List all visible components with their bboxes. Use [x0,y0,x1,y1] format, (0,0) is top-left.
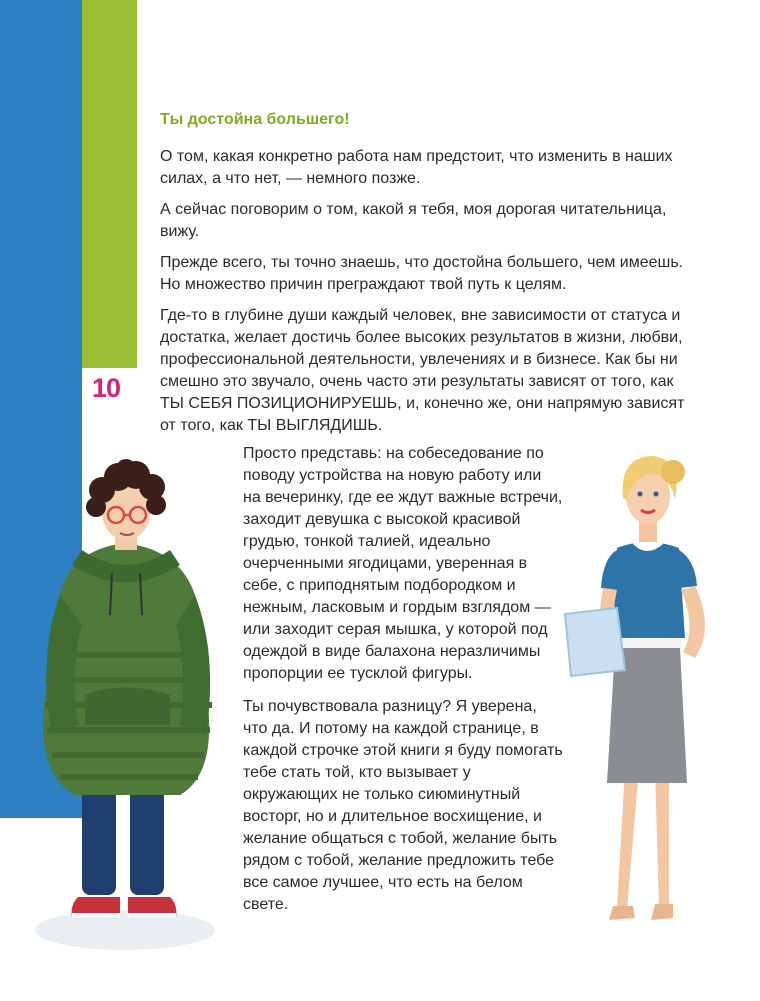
paragraph-text: Где-то в глубине души каждый человек, вне зависимости от статуса и достатка, желает достичь более высоких результатов в жизни, любви, профессиональной деятельности, увлечениях и в бизнесе. Как бы ни смешно это звучало, очень часто эти результаты зависят от того, как [160,307,683,390]
main-text-block [160,146,690,446]
paragraph: А сейчас поговорим о том, какой я тебя, моя дорогая читательница, вижу. [160,201,667,240]
blonde-woman-with-folder-illustration [555,438,735,948]
column-text-block [243,443,563,927]
paragraph-text: , и, конечно же, они напрямую зависят от того, как [160,395,685,434]
paragraph-text: . [377,417,383,434]
paragraph-with-emphasis [160,305,690,437]
paragraph: Просто представь: на собеседование по поводу устройства на новую работу или на вечеринку, где ее ждут важные встречи, заходит девушка с высокой красивой грудью, тонкой талией, идеально очерченными ягодицами, уверенная в себе, с приподнятым подбородком и нежным, ласковым и гордым взглядом — или заходит серая мышка, у которой под одеждой в виде балахона неразличимы пропорции ее тусклой фигуры. [243,445,563,682]
girl-in-green-hoodie-illustration [30,455,230,955]
emphasis-text: ТЫ ВЫГЛЯДИШЬ [247,417,378,434]
paragraph: Ты почувствовала разницу? Я уверена, что да. И потому на каждой странице, в каждой строчке этой книги я буду помогать тебе стать той, кто вызывает у окружающих не только сиюминутный восторг, но и длительное восхищение, и желание общаться с тобой, желание быть рядом с тобой, желание предложить тебе все самое лучшее, что есть на белом свете. [243,698,563,913]
page-number: 10 [92,373,121,403]
paragraph: О том, какая конкретно работа нам предстоит, что изменить в наших силах, а что нет, — немного позже. [160,148,673,187]
green-side-band [82,0,137,368]
section-heading: Ты достойна большего! [160,111,350,128]
paragraph: Прежде всего, ты точно знаешь, что достойна большего, чем имеешь. Но множество причин преграждают твой путь к целям. [160,254,684,293]
emphasis-text: ТЫ СЕБЯ ПОЗИЦИОНИРУЕШЬ [160,395,398,412]
